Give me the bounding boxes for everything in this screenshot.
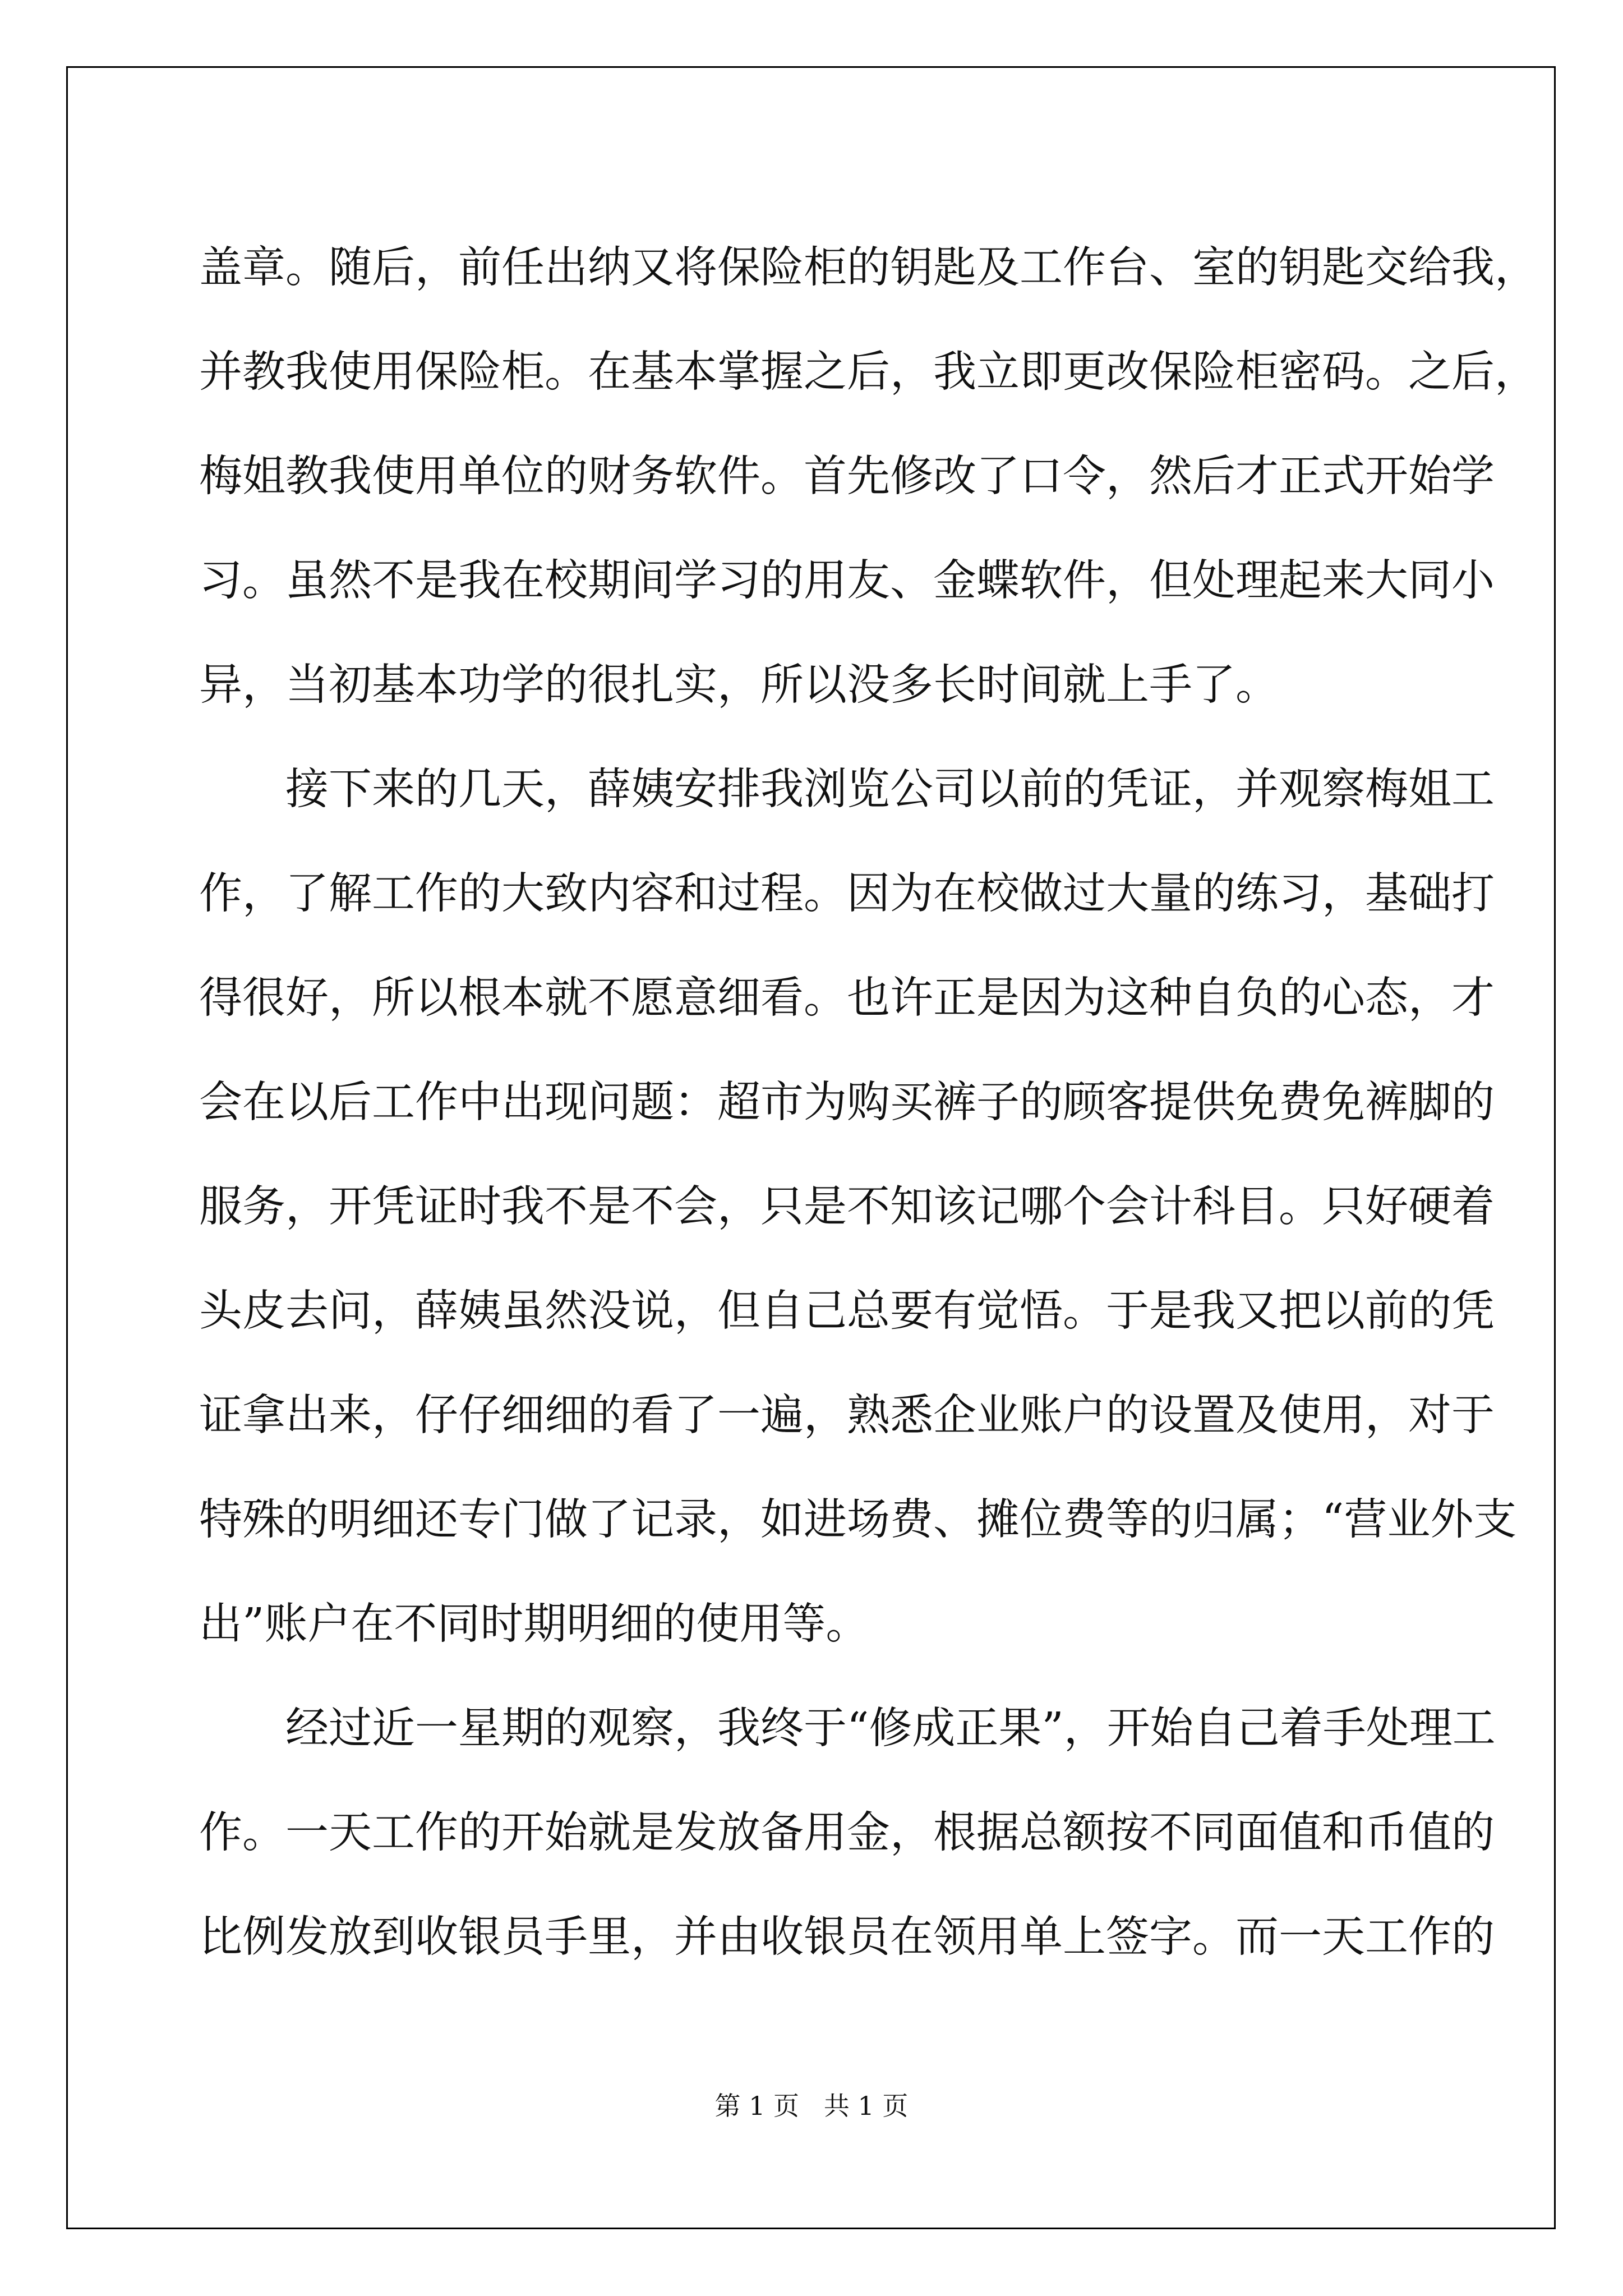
paragraph-start-line: 接下来的几天，薛姨安排我浏览公司以前的凭证，并观察梅姐工 bbox=[285, 765, 1495, 815]
text-line: 会在以后工作中出现问题：超市为购买裤子的顾客提供免费免裤脚的 bbox=[199, 1078, 1495, 1128]
text-line: 出”账户在不同时期明细的使用等。 bbox=[199, 1599, 869, 1649]
text-line: 作，了解工作的大致内容和过程。因为在校做过大量的练习，基础打 bbox=[199, 869, 1495, 919]
text-line: 盖章。随后，前任出纳又将保险柜的钥匙及工作台、室的钥匙交给我， bbox=[199, 243, 1538, 293]
text-line: 并教我使用保险柜。在基本掌握之后，我立即更改保险柜密码。之后， bbox=[199, 347, 1538, 397]
text-line: 异，当初基本功学的很扎实，所以没多长时间就上手了。 bbox=[199, 660, 1279, 710]
text-line: 习。虽然不是我在校期间学习的用友、金蝶软件，但处理起来大同小 bbox=[199, 556, 1495, 606]
text-line: 得很好，所以根本就不愿意细看。也许正是因为这种自负的心态，才 bbox=[199, 973, 1495, 1023]
text-line: 比例发放到收银员手里，并由收银员在领用单上签字。而一天工作的 bbox=[199, 1912, 1495, 1962]
page-footer: 第 1 页 共 1 页 bbox=[714, 2091, 909, 2121]
text-line: 作。一天工作的开始就是发放备用金，根据总额按不同面值和币值的 bbox=[199, 1808, 1495, 1858]
text-line: 头皮去问，薛姨虽然没说，但自己总要有觉悟。于是我又把以前的凭 bbox=[199, 1286, 1495, 1336]
text-line: 证拿出来，仔仔细细的看了一遍，熟悉企业账户的设置及使用，对于 bbox=[199, 1391, 1495, 1441]
document-body bbox=[199, 216, 1538, 1990]
paragraph-start-line: 经过近一星期的观察，我终于“修成正果”，开始自己着手处理工 bbox=[285, 1704, 1496, 1754]
text-line: 特殊的明细还专门做了记录，如进场费、摊位费等的归属；“营业外支 bbox=[199, 1495, 1517, 1545]
text-line: 服务，开凭证时我不是不会，只是不知该记哪个会计科目。只好硬着 bbox=[199, 1182, 1495, 1232]
text-line: 梅姐教我使用单位的财务软件。首先修改了口令，然后才正式开始学 bbox=[199, 452, 1495, 501]
